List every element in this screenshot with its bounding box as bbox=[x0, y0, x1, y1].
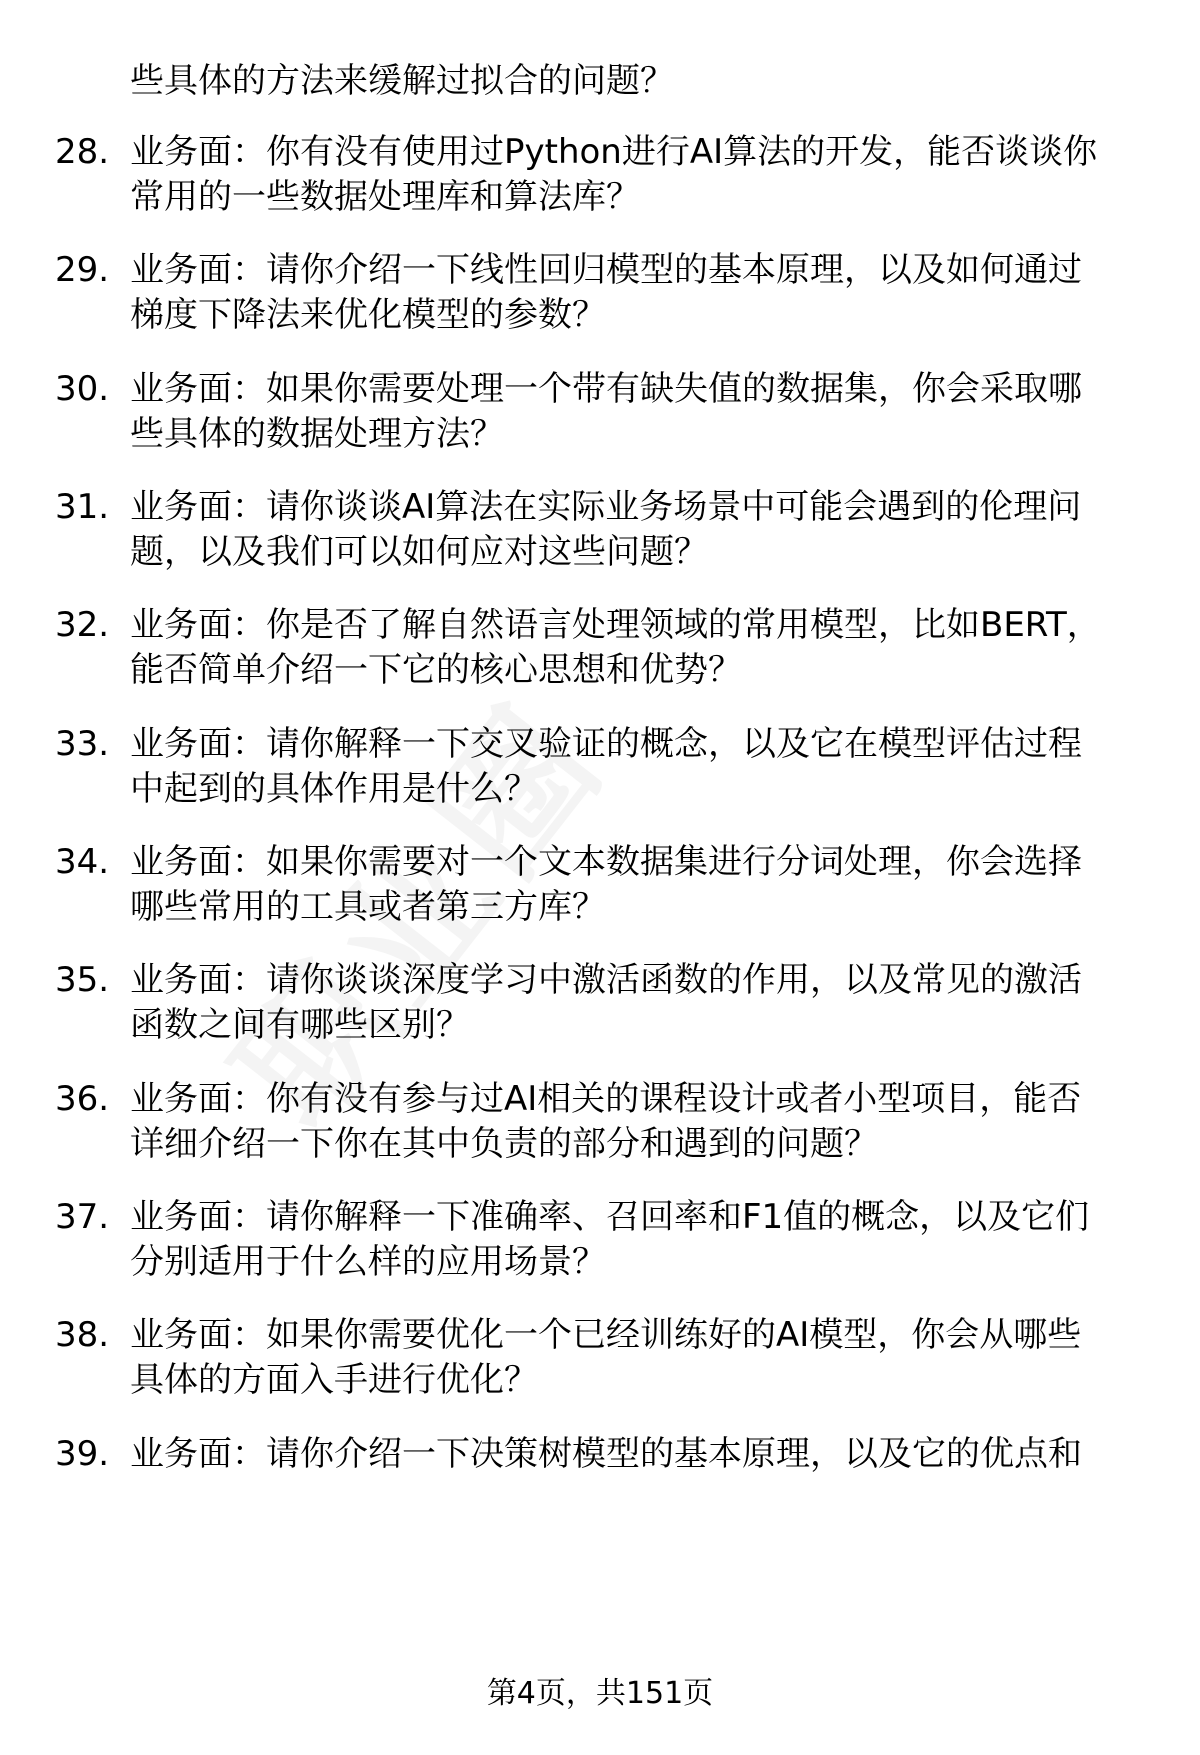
question-text: 题，以及我们可以如何应对这些问题？ bbox=[130, 532, 708, 572]
question-36-line-2 bbox=[0, 1119, 1200, 1169]
continuation-line bbox=[0, 56, 1200, 106]
question-number: 35. bbox=[55, 960, 110, 1000]
question-number: 39. bbox=[55, 1434, 110, 1474]
question-37-line-1 bbox=[0, 1192, 1200, 1242]
question-28-line-1 bbox=[0, 127, 1200, 177]
question-number: 34. bbox=[55, 842, 110, 882]
question-text: 业务面：你有没有使用过Python进行AI算法的开发，能否谈谈你 bbox=[130, 132, 1098, 172]
question-text: 业务面：如果你需要优化一个已经训练好的AI模型，你会从哪些 bbox=[130, 1315, 1082, 1355]
question-text: 业务面：请你解释一下准确率、召回率和F1值的概念，以及它们 bbox=[130, 1197, 1090, 1237]
question-31-line-2 bbox=[0, 527, 1200, 577]
question-text: 能否简单介绍一下它的核心思想和优势？ bbox=[130, 650, 742, 690]
question-33-line-2 bbox=[0, 764, 1200, 814]
question-32-line-1 bbox=[0, 600, 1200, 650]
question-30-line-2 bbox=[0, 409, 1200, 459]
question-text: 常用的一些数据处理库和算法库？ bbox=[130, 177, 640, 217]
question-37-line-2 bbox=[0, 1237, 1200, 1287]
question-text: 业务面：你有没有参与过AI相关的课程设计或者小型项目，能否 bbox=[130, 1079, 1082, 1119]
question-34-line-2 bbox=[0, 882, 1200, 932]
question-39-line-1 bbox=[0, 1429, 1200, 1479]
question-36-line-1 bbox=[0, 1074, 1200, 1124]
question-text: 业务面：请你介绍一下线性回归模型的基本原理，以及如何通过 bbox=[130, 250, 1082, 290]
question-29-line-1 bbox=[0, 245, 1200, 295]
question-text: 梯度下降法来优化模型的参数？ bbox=[130, 295, 606, 335]
question-number: 31. bbox=[55, 487, 110, 527]
question-number: 33. bbox=[55, 724, 110, 764]
question-35-line-1 bbox=[0, 955, 1200, 1005]
question-text: 业务面：请你谈谈深度学习中激活函数的作用，以及常见的激活 bbox=[130, 960, 1082, 1000]
question-text: 业务面：你是否了解自然语言处理领域的常用模型，比如BERT， bbox=[130, 605, 1101, 645]
question-number: 36. bbox=[55, 1079, 110, 1119]
question-text: 函数之间有哪些区别？ bbox=[130, 1005, 470, 1045]
question-28-line-2 bbox=[0, 172, 1200, 222]
question-30-line-1 bbox=[0, 364, 1200, 414]
continuation-text: 些具体的方法来缓解过拟合的问题？ bbox=[130, 61, 674, 101]
question-number: 37. bbox=[55, 1197, 110, 1237]
question-text: 业务面：请你谈谈AI算法在实际业务场景中可能会遇到的伦理问 bbox=[130, 487, 1082, 527]
question-number: 29. bbox=[55, 250, 110, 290]
question-text: 分别适用于什么样的应用场景？ bbox=[130, 1242, 606, 1282]
question-number: 30. bbox=[55, 369, 110, 409]
question-33-line-1 bbox=[0, 719, 1200, 769]
question-35-line-2 bbox=[0, 1000, 1200, 1050]
question-32-line-2 bbox=[0, 645, 1200, 695]
question-29-line-2 bbox=[0, 290, 1200, 340]
question-text: 业务面：请你介绍一下决策树模型的基本原理，以及它的优点和 bbox=[130, 1434, 1082, 1474]
question-text: 业务面：如果你需要对一个文本数据集进行分词处理，你会选择 bbox=[130, 842, 1082, 882]
question-number: 38. bbox=[55, 1315, 110, 1355]
question-38-line-1 bbox=[0, 1310, 1200, 1360]
question-text: 详细介绍一下你在其中负责的部分和遇到的问题？ bbox=[130, 1124, 878, 1164]
question-text: 些具体的数据处理方法？ bbox=[130, 414, 504, 454]
page-footer: 第4页，共151页 bbox=[486, 1676, 714, 1711]
question-text: 具体的方面入手进行优化？ bbox=[130, 1360, 538, 1400]
question-number: 28. bbox=[55, 132, 110, 172]
question-text: 业务面：请你解释一下交叉验证的概念，以及它在模型评估过程 bbox=[130, 724, 1082, 764]
question-text: 中起到的具体作用是什么？ bbox=[130, 769, 538, 809]
question-number: 32. bbox=[55, 605, 110, 645]
question-text: 业务面：如果你需要处理一个带有缺失值的数据集，你会采取哪 bbox=[130, 369, 1082, 409]
question-34-line-1 bbox=[0, 837, 1200, 887]
question-text: 哪些常用的工具或者第三方库？ bbox=[130, 887, 606, 927]
question-38-line-2 bbox=[0, 1355, 1200, 1405]
question-31-line-1 bbox=[0, 482, 1200, 532]
